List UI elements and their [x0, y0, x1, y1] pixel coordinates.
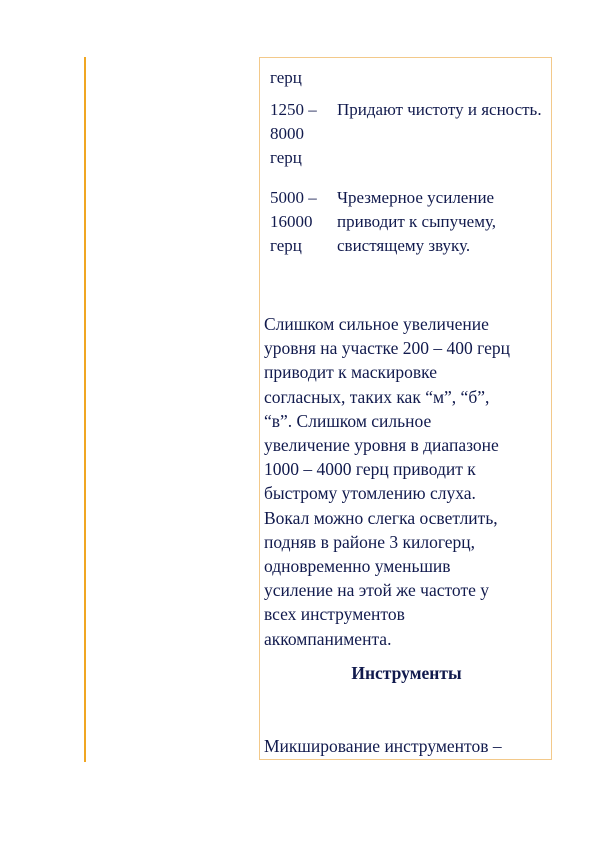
frequency-description: Придают чистоту и ясность. — [337, 100, 542, 119]
table-fragment-top: герц — [270, 68, 302, 87]
frequency-description: Чрезмерное усиление приводит к сыпучему, свистящему звуку. — [337, 188, 497, 255]
content-panel — [259, 57, 552, 760]
left-margin-rule — [84, 57, 86, 762]
frequency-range: 5000 – 16000 герц — [270, 188, 317, 255]
body-last-line: Микширование инструментов – — [264, 736, 502, 756]
body-paragraph: Слишком сильное увеличение уровня на участке 200 – 400 герц приводит к маскировке согласных, таких как “м”, “б”, “в”. Слишком сильное увеличение уровня в диапазоне 1000 – 4000 герц приводит к быстрому утомлению слуха. Вокал можно слегка осветлить, подняв в районе 3 килогерц, одновременно уменьшив усиление на этой же частоте у всех инструментов аккомпанимента. — [264, 314, 510, 649]
section-heading: Инструменты — [351, 663, 462, 683]
frequency-range: 1250 – 8000 герц — [270, 100, 317, 167]
